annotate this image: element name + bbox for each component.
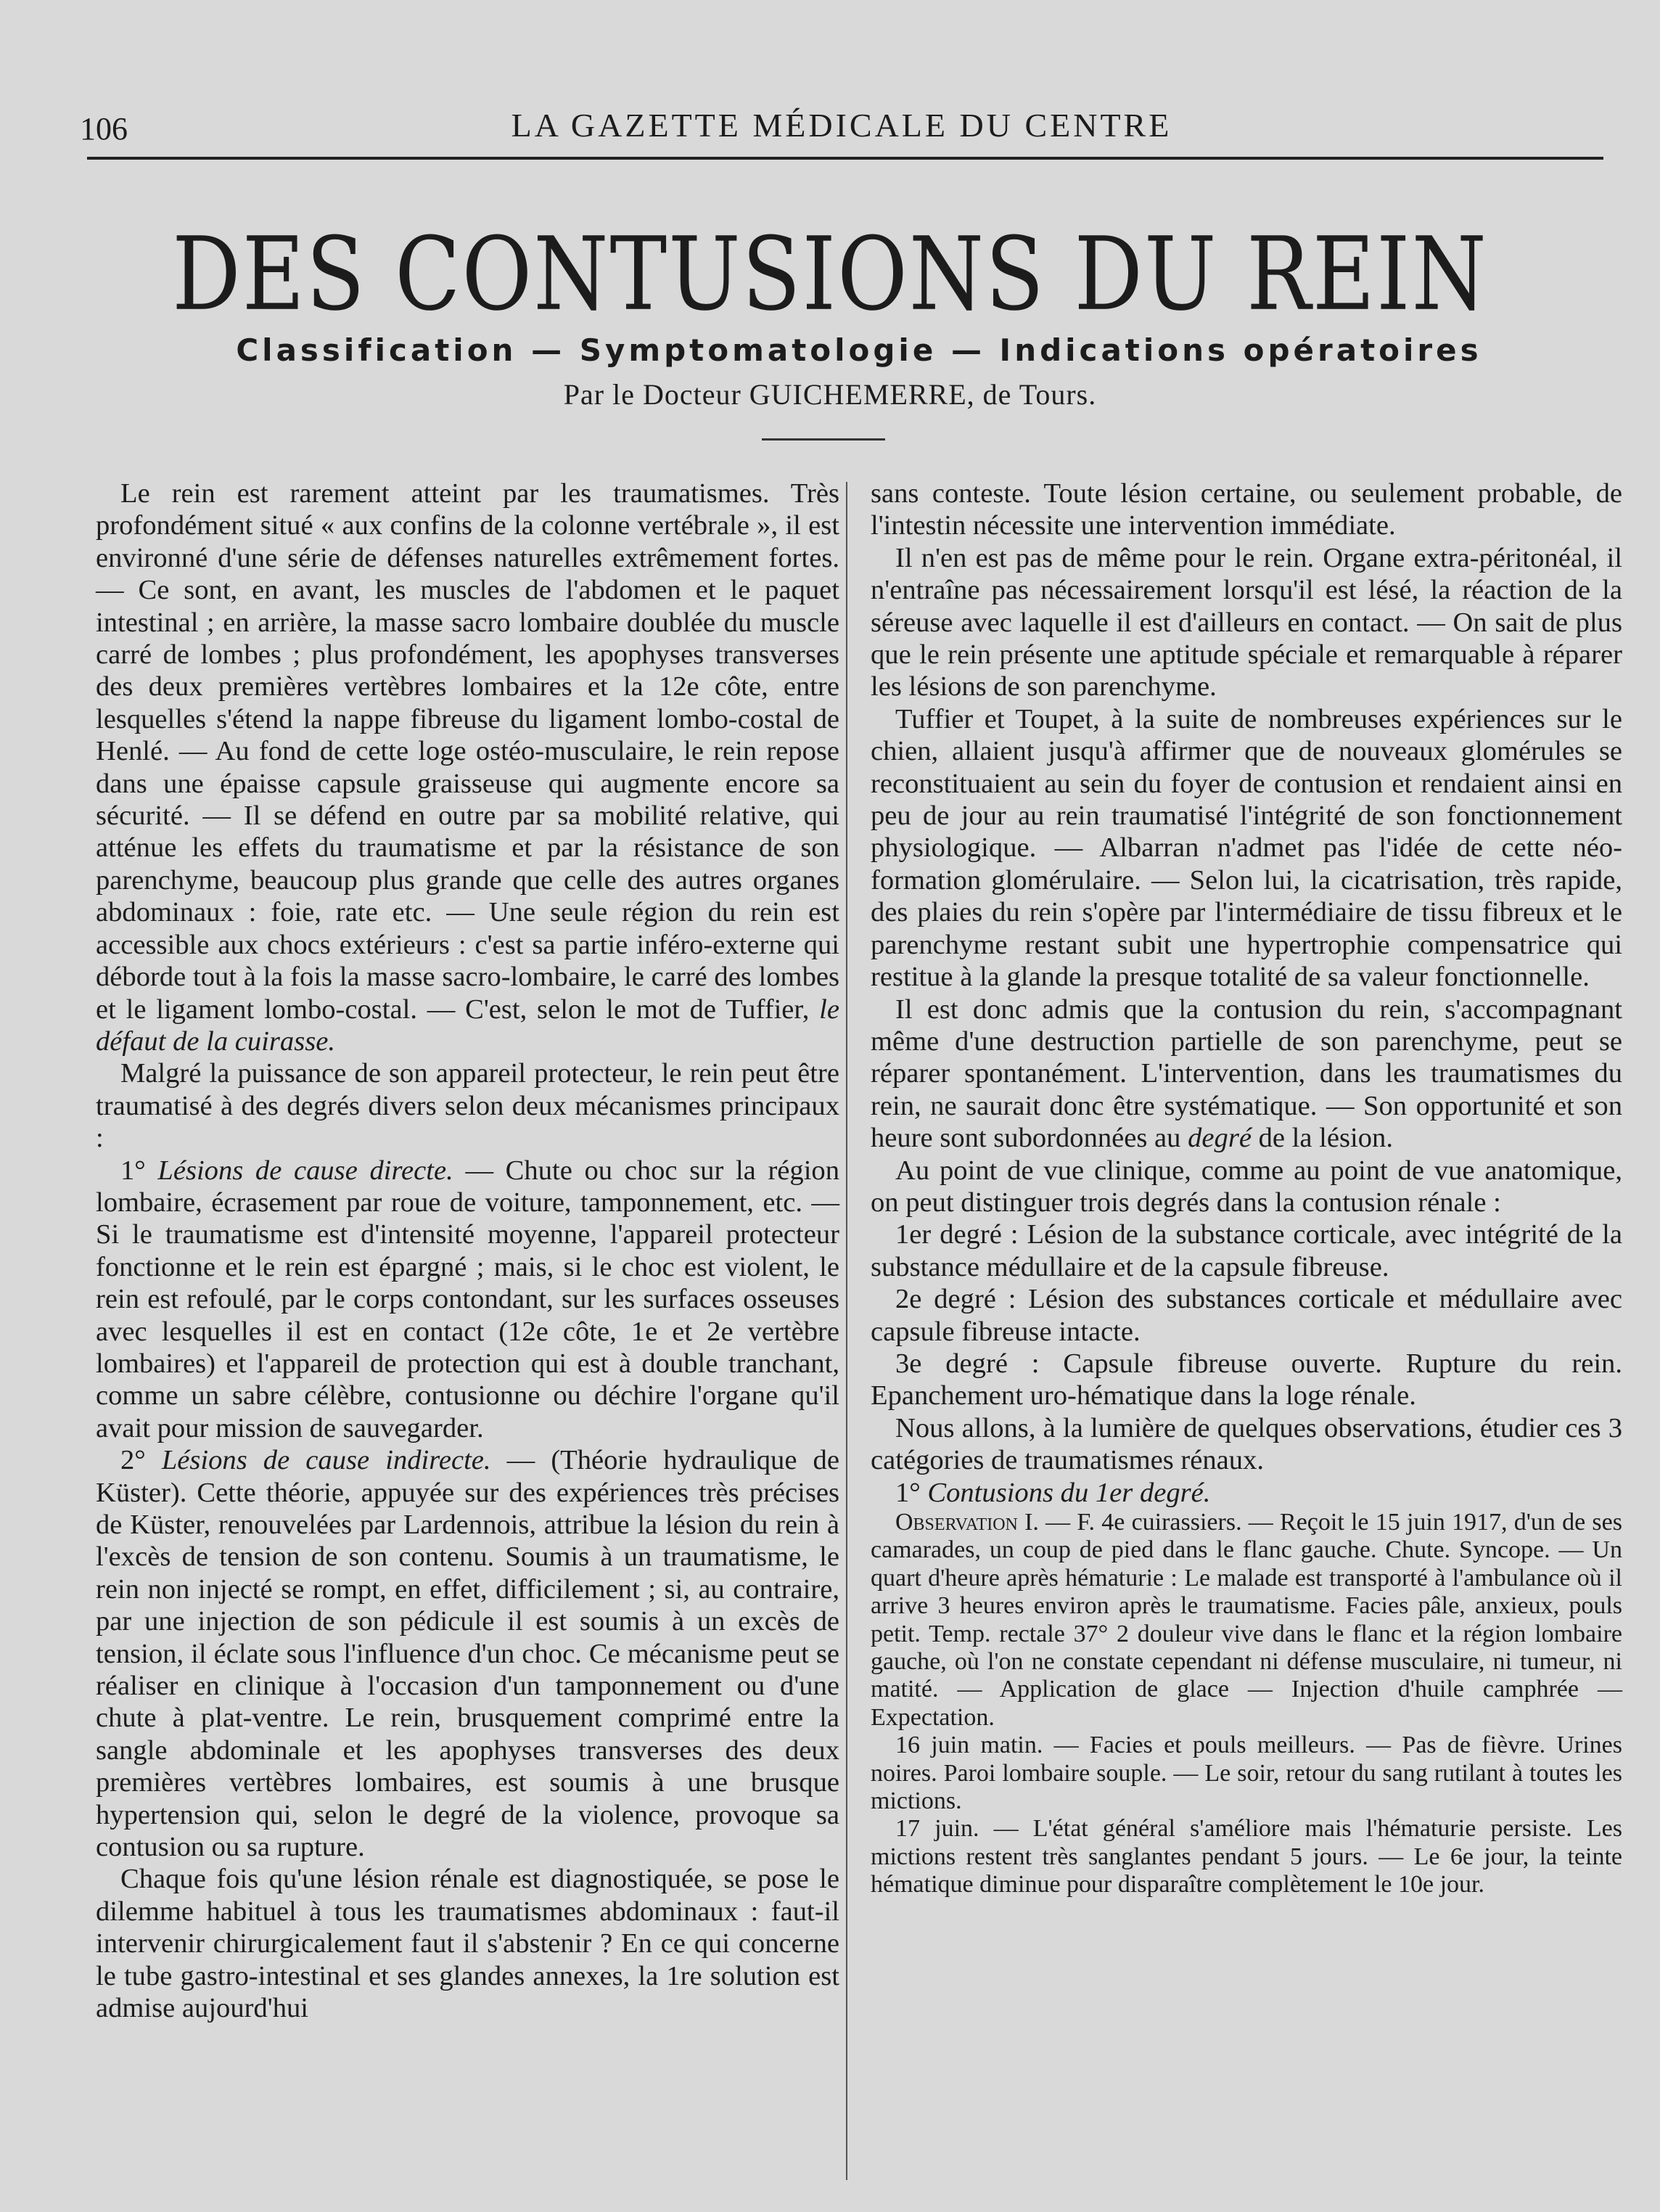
paragraph: Malgré la puissance de son appareil protecteur, le rein peut être traumatisé à des degrés divers selon deux mécanismes principaux : xyxy=(96,1058,839,1154)
paragraph xyxy=(96,478,839,1057)
paragraph-text: — F. 4e cuirassiers. — Reçoit le 15 juin 1917, d'un de ses camarades, un coup de pied dans le flanc gauche. Chute. Syncope. — Un quart d'heure après hématurie : Le malade est transporté à l'ambulance où il arrive 3 heures environ après le traumatisme. Facies pâle, anxieux, pouls petit. Temp. rectale 37° 2 douleur vive dans le flanc et la région lombaire gauche, où l'on ne constate cependant ni défense musculaire, ni tumeur, ni matité. — Application de glace — Injection d'huile camphrée — Expectation. xyxy=(871,1509,1622,1731)
paragraph: sans conteste. Toute lésion certaine, ou seulement probable, de l'intestin nécessite une intervention immédiate. xyxy=(871,478,1622,541)
page-number: 106 xyxy=(80,111,128,147)
italic-text: le défaut de la cuirasse. xyxy=(96,994,839,1057)
list-number: 1° xyxy=(895,1477,921,1508)
degree-item: 1er degré : Lésion de la substance corticale, avec intégrité de la substance médullaire et de la capsule fibreuse. xyxy=(871,1219,1622,1282)
paragraph: Tuffier et Toupet, à la suite de nombreuses expériences sur le chien, allaient jusqu'à affirmer que de nouveaux glomérules se reconstituaient au sein du foyer de contusion et rendaient ainsi en peu de jour au rein traumatisé l'intégrité de son fonctionnement physiologique. — Albarran n'admet pas l'idée de cette néo-formation glomérulaire. — Selon lui, la cicatrisation, très rapide, des plaies du rein s'opère par l'intermédiaire de tissu fibreux et le parenchyme restant subit une hypertrophie compensatrice qui restitue à la glande la presque totalité de sa valeur fonctionnelle. xyxy=(871,703,1622,993)
degree-item: 2e degré : Lésion des substances corticale et médullaire avec capsule fibreuse intacte. xyxy=(871,1284,1622,1347)
degree-item: 3e degré : Capsule fibreuse ouverte. Rupture du rein. Epanchement uro-hématique dans la loge rénale. xyxy=(871,1348,1622,1412)
paragraph-text: Le rein est rarement atteint par les traumatismes. Très profondément situé « aux confins de la colonne vertébrale », il est environné d'une série de défenses naturelles extrêmement fortes. — Ce sont, en avant, les muscles de l'abdomen et le paquet intestinal ; en arrière, la masse sacro lombaire doublée du muscle carré de lombes ; plus profondément, les apophyses transverses des deux premières vertèbres lombaires et la 12e côte, entre lesquelles s'étend la nappe fibreuse du ligament lombo-costal de Henlé. — Au fond de cette loge ostéo-musculaire, le rein repose dans une épaisse capsule graisseuse qui augmente encore sa sécurité. — Il se défend en outre par sa mobilité relative, qui atténue les effets du traumatisme et par la résistance de son parenchyme, beaucoup plus grande que celle des autres organes abdominaux : foie, rate etc. — Une seule région du rein est accessible aux chocs extérieurs : c'est sa partie inféro-externe qui déborde tout à la fois la masse sacro-lombaire, le carré des lombes et le ligament lombo-costal. — C'est, selon le mot de Tuffier, xyxy=(96,478,839,1025)
paragraph xyxy=(96,1444,839,1863)
article-subtitle: Classification — Symptomatologie — Indications opératoires xyxy=(236,332,1482,368)
observation-paragraph xyxy=(871,1509,1622,1732)
title-rule xyxy=(762,438,885,441)
page-header xyxy=(80,102,1603,145)
paragraph-text: — (Théorie hydraulique de Küster). Cette théorie, appuyée sur des expériences très précises de Küster, renouvelées par Lardennois, attribue la lésion du rein à l'excès de tension de son contenu. Soumis à un traumatisme, le rein non injecté se rompt, en effet, difficilement ; si, au contraire, par une injection de son pédicule il est soumis à un excès de tension, il éclate sous l'influence d'un choc. Ce mécanisme peut se réaliser en clinique à l'occasion d'un tamponnement ou d'une chute à plat-ventre. Le rein, brusquement comprimé entre la sangle abdominale et les apophyses transverses des deux premières vertèbres lombaires, est soumis à une brusque hypertension qui, selon le degré de la violence, provoque sa contusion ou sa rupture. xyxy=(96,1445,839,1863)
paragraph xyxy=(96,1155,839,1445)
header-rule xyxy=(87,157,1603,160)
running-title: LA GAZETTE MÉDICALE DU CENTRE xyxy=(511,107,1172,144)
section-heading: Lésions de cause indirecte. xyxy=(161,1445,491,1476)
list-number: 2° xyxy=(120,1445,146,1476)
section-heading: Contusions du 1er degré. xyxy=(927,1477,1211,1508)
paragraph: Chaque fois qu'une lésion rénale est diagnostiquée, se pose le dilemme habituel à tous les traumatismes abdominaux : faut-il intervenir chirurgicalement faut il s'abstenir ? En ce qui concerne le tube gastro-intestinal et ses glandes annexes, la 1re solution est admise aujourd'hui xyxy=(96,1864,839,2024)
paragraph: Il n'en est pas de même pour le rein. Organe extra-péritonéal, il n'entraîne pas nécessairement lorsqu'il est lésé, la réaction de la séreuse avec laquelle il est d'ailleurs en contact. — On sait de plus que le rein présente une aptitude spéciale et remarquable à réparer les lésions de son parenchyme. xyxy=(871,542,1622,702)
paragraph: Au point de vue clinique, comme au point de vue anatomique, on peut distinguer trois degrés dans la contusion rénale : xyxy=(871,1155,1622,1218)
section-heading: Lésions de cause directe. xyxy=(157,1155,453,1186)
left-column xyxy=(96,478,839,2025)
column-divider xyxy=(846,482,847,2180)
paragraph-text: de la lésion. xyxy=(1258,1123,1393,1154)
italic-text: degré xyxy=(1188,1123,1252,1154)
paragraph-text: — Chute ou choc sur la région lombaire, écrasement par roue de voiture, tamponnement, etc. — Si le traumatisme est d'intensité moyenne, l'appareil protecteur fonctionne et le rein est épargné ; mais, si le choc est violent, le rein est refoulé, par le corps contondant, sur les surfaces osseuses avec lesquelles il est en contact (12e côte, 1e et 2e vertèbre lombaires) et l'appareil de protection qui est à double tranchant, comme un sabre célèbre, contusionne ou déchire l'organe qu'il avait pour mission de sauvegarder. xyxy=(96,1155,840,1443)
article-title: DES CONTUSIONS DU REIN xyxy=(172,215,1488,333)
observation-paragraph: 17 juin. — L'état général s'améliore mais l'hématurie persiste. Les mictions restent très sanglantes pendant 5 jours. — Le 6e jour, la teinte hématique diminue pour disparaître complètement le 10e jour. xyxy=(871,1815,1622,1898)
list-number: 1° xyxy=(120,1155,146,1186)
paragraph xyxy=(871,994,1622,1155)
observation-paragraph: 16 juin matin. — Facies et pouls meilleurs. — Pas de fièvre. Urines noires. Paroi lombaire souple. — Le soir, retour du sang rutilant à toutes les mictions. xyxy=(871,1732,1622,1815)
article-byline: Par le Docteur GUICHEMERRE, de Tours. xyxy=(563,378,1097,411)
observation-label: Observation I. xyxy=(895,1509,1039,1536)
section-heading-line xyxy=(871,1477,1622,1509)
paragraph: Nous allons, à la lumière de quelques observations, étudier ces 3 catégories de traumatismes rénaux. xyxy=(871,1412,1622,1476)
right-column xyxy=(871,478,1622,1899)
paragraph-text: Il est donc admis que la contusion du rein, s'accompagnant même d'une destruction partielle de son parenchyme, peut se réparer spontanément. L'intervention, dans les traumatismes du rein, ne saurait donc être systématique. — Son opportunité et son heure sont subordonnées au xyxy=(871,994,1622,1154)
